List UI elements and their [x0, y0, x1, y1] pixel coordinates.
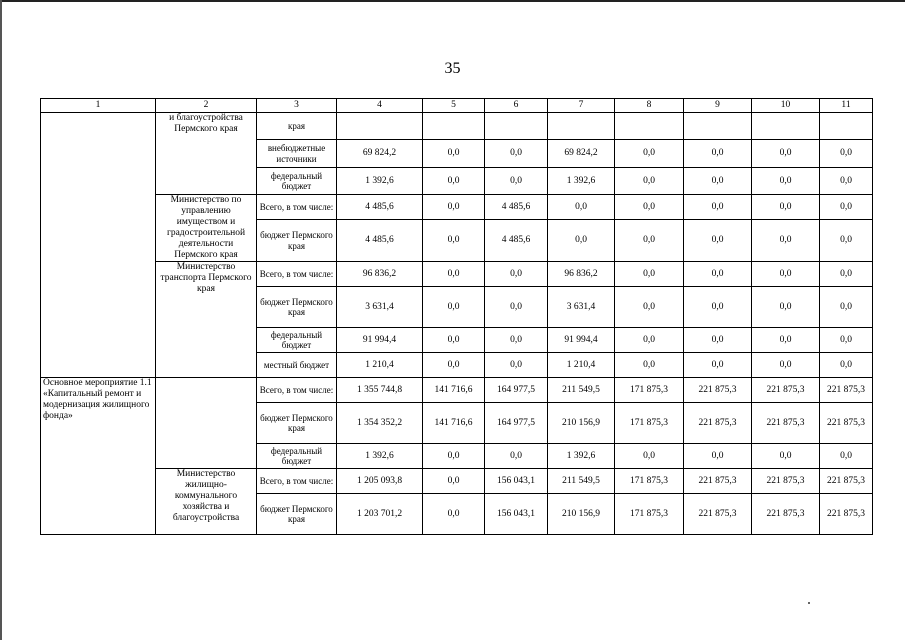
value-cell: 0,0 — [820, 168, 873, 195]
value-cell: 0,0 — [615, 287, 684, 328]
executor-cell — [156, 378, 257, 469]
value-cell: 141 716,6 — [423, 378, 485, 403]
value-cell: 0,0 — [548, 195, 615, 220]
source-cell: федеральный бюджет — [257, 328, 337, 353]
value-cell: 1 355 744,8 — [337, 378, 423, 403]
value-cell — [820, 113, 873, 140]
value-cell: 0,0 — [752, 220, 820, 262]
source-cell: Всего, в том числе: — [257, 262, 337, 287]
header-row — [41, 99, 873, 113]
value-cell: 0,0 — [423, 444, 485, 469]
header-cell: 11 — [820, 99, 873, 113]
value-cell: 221 875,3 — [684, 378, 752, 403]
value-cell: 0,0 — [615, 168, 684, 195]
executor-cell: Министерство по управлению имуществом и градостроительной деятельности Пермского края — [156, 195, 257, 262]
value-cell: 3 631,4 — [548, 287, 615, 328]
value-cell: 0,0 — [684, 220, 752, 262]
value-cell: 156 043,1 — [485, 494, 548, 535]
value-cell: 0,0 — [423, 262, 485, 287]
value-cell: 96 836,2 — [548, 262, 615, 287]
table-row — [41, 113, 873, 140]
value-cell — [752, 113, 820, 140]
value-cell: 211 549,5 — [548, 378, 615, 403]
value-cell: 0,0 — [752, 353, 820, 378]
value-cell: 171 875,3 — [615, 403, 684, 444]
value-cell: 1 354 352,2 — [337, 403, 423, 444]
value-cell: 1 203 701,2 — [337, 494, 423, 535]
value-cell: 221 875,3 — [752, 469, 820, 494]
value-cell: 141 716,6 — [423, 403, 485, 444]
header-cell: 3 — [257, 99, 337, 113]
value-cell: 0,0 — [752, 262, 820, 287]
executor-cell: и благоустройства Пермского края — [156, 113, 257, 195]
value-cell: 1 210,4 — [337, 353, 423, 378]
value-cell: 0,0 — [423, 328, 485, 353]
value-cell: 0,0 — [423, 287, 485, 328]
value-cell — [684, 113, 752, 140]
value-cell: 0,0 — [684, 262, 752, 287]
value-cell: 0,0 — [684, 328, 752, 353]
value-cell: 0,0 — [485, 287, 548, 328]
table-row — [41, 195, 873, 220]
value-cell: 0,0 — [423, 494, 485, 535]
page-border-left — [0, 0, 2, 640]
value-cell: 0,0 — [423, 168, 485, 195]
source-cell: бюджет Пермского края — [257, 287, 337, 328]
value-cell: 0,0 — [820, 444, 873, 469]
value-cell: 210 156,9 — [548, 403, 615, 444]
activity-cell: Основное мероприятие 1.1 «Капитальный ремонт и модернизация жилищного фонда» — [41, 378, 156, 535]
value-cell: 0,0 — [752, 168, 820, 195]
header-cell: 7 — [548, 99, 615, 113]
value-cell: 0,0 — [684, 287, 752, 328]
value-cell: 0,0 — [684, 444, 752, 469]
value-cell: 0,0 — [615, 262, 684, 287]
value-cell: 221 875,3 — [820, 494, 873, 535]
header-cell: 1 — [41, 99, 156, 113]
value-cell: 164 977,5 — [485, 403, 548, 444]
value-cell: 164 977,5 — [485, 378, 548, 403]
source-cell: федеральный бюджет — [257, 444, 337, 469]
value-cell: 1 205 093,8 — [337, 469, 423, 494]
table-row — [41, 378, 873, 403]
value-cell: 0,0 — [684, 353, 752, 378]
value-cell: 221 875,3 — [684, 494, 752, 535]
value-cell — [615, 113, 684, 140]
header-cell: 4 — [337, 99, 423, 113]
value-cell: 0,0 — [752, 328, 820, 353]
value-cell: 0,0 — [820, 220, 873, 262]
value-cell: 3 631,4 — [337, 287, 423, 328]
value-cell: 0,0 — [820, 140, 873, 168]
source-cell: местный бюджет — [257, 353, 337, 378]
value-cell: 0,0 — [752, 195, 820, 220]
value-cell: 0,0 — [485, 444, 548, 469]
value-cell: 91 994,4 — [548, 328, 615, 353]
header-cell: 5 — [423, 99, 485, 113]
value-cell: 171 875,3 — [615, 494, 684, 535]
value-cell: 0,0 — [423, 469, 485, 494]
table-row — [41, 469, 873, 494]
page-border-top — [0, 0, 905, 2]
value-cell: 4 485,6 — [485, 220, 548, 262]
value-cell: 69 824,2 — [337, 140, 423, 168]
value-cell: 0,0 — [423, 195, 485, 220]
value-cell: 0,0 — [820, 353, 873, 378]
executor-cell: Министерство транспорта Пермского края — [156, 262, 257, 378]
source-cell: Всего, в том числе: — [257, 469, 337, 494]
scan-speck — [808, 602, 810, 604]
value-cell — [485, 113, 548, 140]
value-cell: 1 392,6 — [337, 444, 423, 469]
value-cell — [548, 113, 615, 140]
value-cell: 4 485,6 — [337, 220, 423, 262]
value-cell: 0,0 — [684, 168, 752, 195]
table-row — [41, 262, 873, 287]
value-cell: 0,0 — [820, 262, 873, 287]
source-cell: внебюджетные источники — [257, 140, 337, 168]
source-cell: бюджет Пермского края — [257, 220, 337, 262]
value-cell: 0,0 — [615, 220, 684, 262]
header-cell: 6 — [485, 99, 548, 113]
value-cell: 0,0 — [485, 262, 548, 287]
value-cell: 0,0 — [820, 287, 873, 328]
value-cell: 0,0 — [485, 353, 548, 378]
value-cell: 0,0 — [615, 328, 684, 353]
value-cell: 0,0 — [752, 287, 820, 328]
value-cell — [423, 113, 485, 140]
value-cell: 4 485,6 — [485, 195, 548, 220]
value-cell: 221 875,3 — [820, 403, 873, 444]
value-cell: 0,0 — [485, 168, 548, 195]
value-cell: 0,0 — [820, 195, 873, 220]
header-cell: 9 — [684, 99, 752, 113]
activity-cell — [41, 113, 156, 378]
value-cell: 171 875,3 — [615, 378, 684, 403]
value-cell: 0,0 — [423, 140, 485, 168]
value-cell: 0,0 — [485, 328, 548, 353]
value-cell: 221 875,3 — [684, 403, 752, 444]
value-cell: 91 994,4 — [337, 328, 423, 353]
value-cell: 69 824,2 — [548, 140, 615, 168]
value-cell: 221 875,3 — [684, 469, 752, 494]
value-cell — [337, 113, 423, 140]
value-cell: 0,0 — [485, 140, 548, 168]
header-cell: 8 — [615, 99, 684, 113]
value-cell: 0,0 — [820, 328, 873, 353]
value-cell: 1 392,6 — [337, 168, 423, 195]
value-cell: 221 875,3 — [752, 403, 820, 444]
value-cell: 221 875,3 — [752, 378, 820, 403]
value-cell: 1 392,6 — [548, 444, 615, 469]
value-cell: 1 210,4 — [548, 353, 615, 378]
executor-cell: Министерство жилищно-коммунального хозяйства и благоустройства — [156, 469, 257, 535]
source-cell: Всего, в том числе: — [257, 378, 337, 403]
page-number: 35 — [444, 60, 461, 77]
header-cell: 2 — [156, 99, 257, 113]
value-cell: 221 875,3 — [820, 378, 873, 403]
value-cell: 210 156,9 — [548, 494, 615, 535]
value-cell: 0,0 — [615, 353, 684, 378]
value-cell: 0,0 — [615, 444, 684, 469]
value-cell: 0,0 — [615, 195, 684, 220]
budget-table — [40, 98, 873, 535]
value-cell: 4 485,6 — [337, 195, 423, 220]
value-cell: 0,0 — [423, 220, 485, 262]
value-cell: 0,0 — [752, 444, 820, 469]
value-cell: 1 392,6 — [548, 168, 615, 195]
source-cell: федеральный бюджет — [257, 168, 337, 195]
value-cell: 0,0 — [752, 140, 820, 168]
value-cell: 221 875,3 — [820, 469, 873, 494]
source-cell: бюджет Пермского края — [257, 494, 337, 535]
value-cell: 211 549,5 — [548, 469, 615, 494]
value-cell: 156 043,1 — [485, 469, 548, 494]
value-cell: 171 875,3 — [615, 469, 684, 494]
value-cell: 0,0 — [684, 140, 752, 168]
value-cell: 0,0 — [423, 353, 485, 378]
source-cell: Всего, в том числе: — [257, 195, 337, 220]
value-cell: 0,0 — [615, 140, 684, 168]
value-cell: 0,0 — [548, 220, 615, 262]
source-cell: бюджет Пермского края — [257, 403, 337, 444]
value-cell: 0,0 — [684, 195, 752, 220]
value-cell: 96 836,2 — [337, 262, 423, 287]
value-cell: 221 875,3 — [752, 494, 820, 535]
source-cell: края — [257, 113, 337, 140]
header-cell: 10 — [752, 99, 820, 113]
